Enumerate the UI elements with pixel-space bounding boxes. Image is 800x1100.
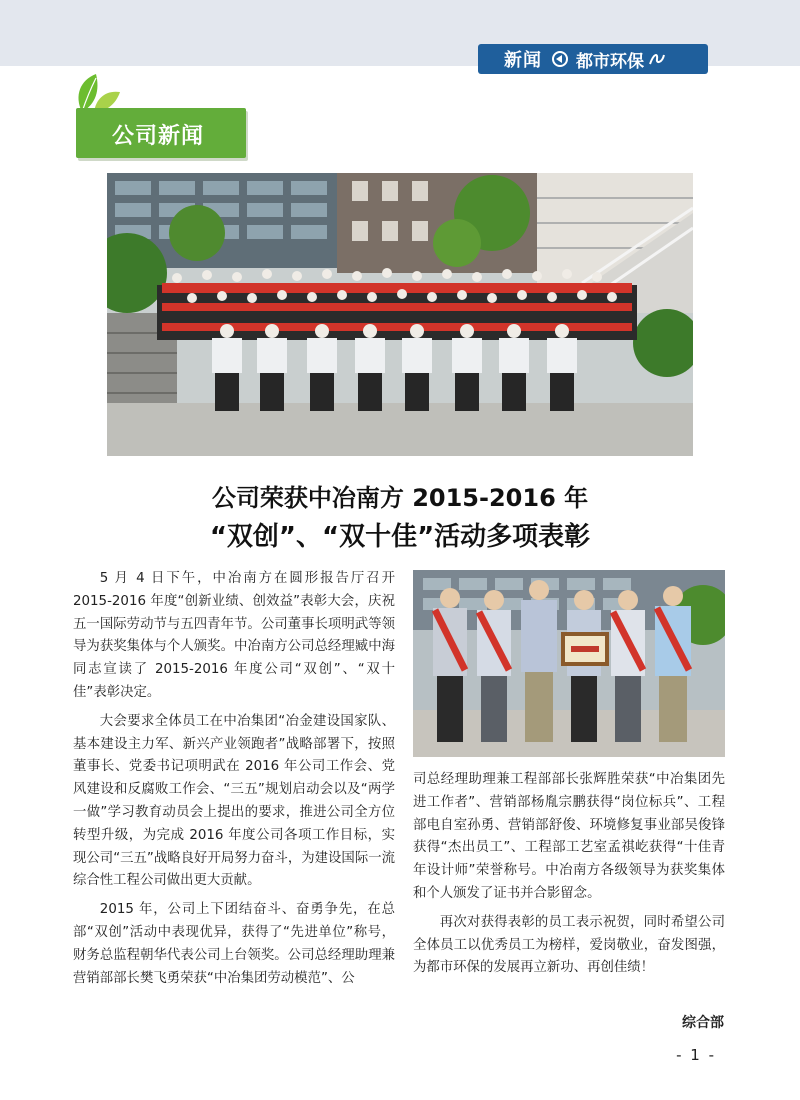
header-news-label: 新闻 <box>504 50 542 71</box>
article-paragraph-3-continued: 司总经理助理兼工程部部长张辉胜荣获“中冶集团先进工作者”、营销部杨胤宗鹏获得“岗位标兵”、工程部电自室孙勇、营销部舒俊、环境修复事业部吴俊锋获得“杰出员工”、工程部工艺室孟祺屹获得“十佳青年设计师”荣誉称号。中冶南方各级领导为获奖集体和个人颁发了证书并合影留念。 <box>413 772 725 901</box>
award-winners-photo <box>413 570 725 757</box>
article-paragraph-1: 5 月 4 日下午，中冶南方在圆形报告厅召开 2015-2016 年度“创新业绩、创效益”表彰大会，庆祝五一国际劳动节与五四青年节。公司董事长项明武等领导为获奖集体与个人颁奖。中冶南方公司总经理臧中海同志宣读了 2015-2016 年度公司“双创”、“双十佳”表彰决定。 <box>73 571 395 700</box>
page-number: - 1 - <box>676 1046 716 1064</box>
brand-swirl-icon <box>648 51 666 67</box>
article-paragraph-3: 2015 年，公司上下团结奋斗、奋勇争先，在总部“双创”活动中表现优异，获得了“先进单位”称号，财务总监程朝华代表公司上台领奖。公司总经理助理兼营销部部长樊飞勇荣获“中冶集团劳动模范”、公 <box>73 902 395 986</box>
article-title-line1: 公司荣获中冶南方 2015-2016 年 <box>211 484 589 512</box>
header-brand: 都市环保 <box>576 51 644 72</box>
header-tab <box>478 44 708 74</box>
article-title-line2: “双创”、“双十佳”活动多项表彰 <box>209 522 591 552</box>
article-right-column <box>413 769 725 986</box>
article-signature: 综合部 <box>682 1015 724 1031</box>
article-left-column <box>73 568 395 996</box>
section-badge <box>76 108 246 158</box>
group-photo <box>107 173 693 456</box>
section-label: 公司新闻 <box>112 124 205 149</box>
article-paragraph-2: 大会要求全体员工在中冶集团“冶金建设国家队、基本建设主力军、新兴产业领跑者”战略部署下，按照董事长、党委书记项明武在 2016 年公司工作会、党风建设和反腐败工作会、“三五”规划启动会以及“两学一做”学习教育动员会上提出的要求，推进公司全方位转型升级，为完成 2016 年度公司各项工作目标，实现公司“三五”战略良好开局努力奋斗，为建设国际一流综合性工程公司做出更大贡献。 <box>73 713 395 889</box>
play-circle-icon <box>552 51 568 67</box>
article-closing-paragraph: 再次对获得表彰的员工表示祝贺，同时希望公司全体员工以优秀员工为榜样，爱岗敬业，奋发图强，为都市环保的发展再立新功、再创佳绩！ <box>413 914 725 976</box>
